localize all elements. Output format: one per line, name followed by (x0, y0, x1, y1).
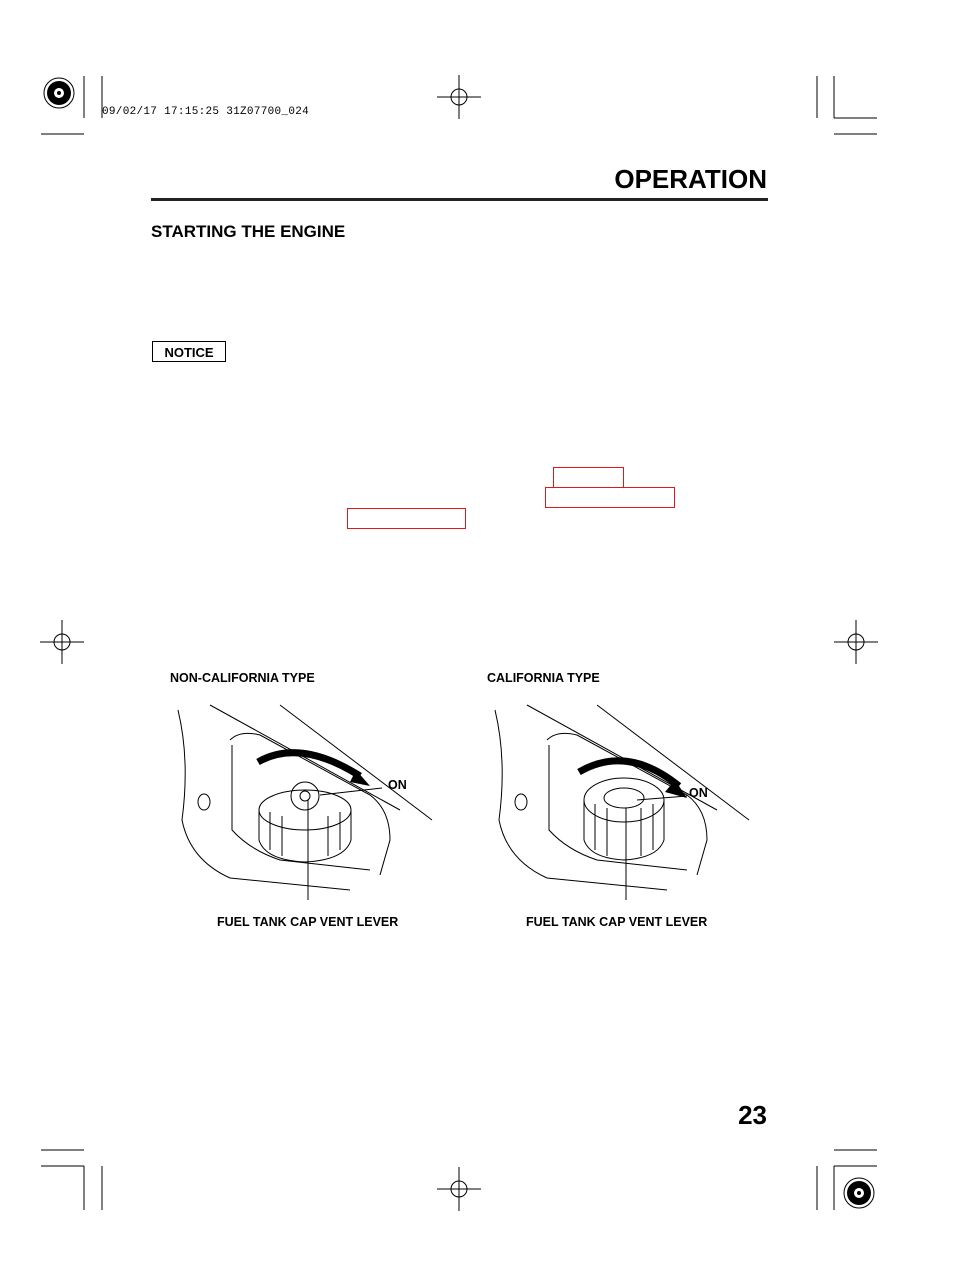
lever-label: FUEL TANK CAP VENT LEVER (526, 915, 708, 929)
crosshair-icon (40, 75, 878, 1211)
figure-type-label: CALIFORNIA TYPE (487, 671, 600, 685)
page-title: OPERATION (614, 164, 767, 194)
page-number: 23 (738, 1100, 767, 1130)
figure-type-label: NON-CALIFORNIA TYPE (170, 671, 315, 685)
section-title: STARTING THE ENGINE (151, 222, 346, 241)
link-box[interactable] (545, 487, 675, 508)
on-label: ON (388, 778, 407, 792)
link-box[interactable] (553, 467, 624, 488)
link-box[interactable] (347, 508, 466, 529)
notice-badge: NOTICE (152, 341, 226, 362)
lever-label: FUEL TANK CAP VENT LEVER (217, 915, 399, 929)
on-label: ON (689, 786, 708, 800)
registration-target-icon (844, 1178, 874, 1208)
registration-target-icon (44, 78, 74, 108)
print-stamp: 09/02/17 17:15:25 31Z07700_024 (102, 106, 310, 118)
fuel-cap-illustration-non-california (170, 700, 440, 900)
fuel-cap-illustration-california (487, 700, 757, 900)
title-rule (151, 198, 768, 201)
